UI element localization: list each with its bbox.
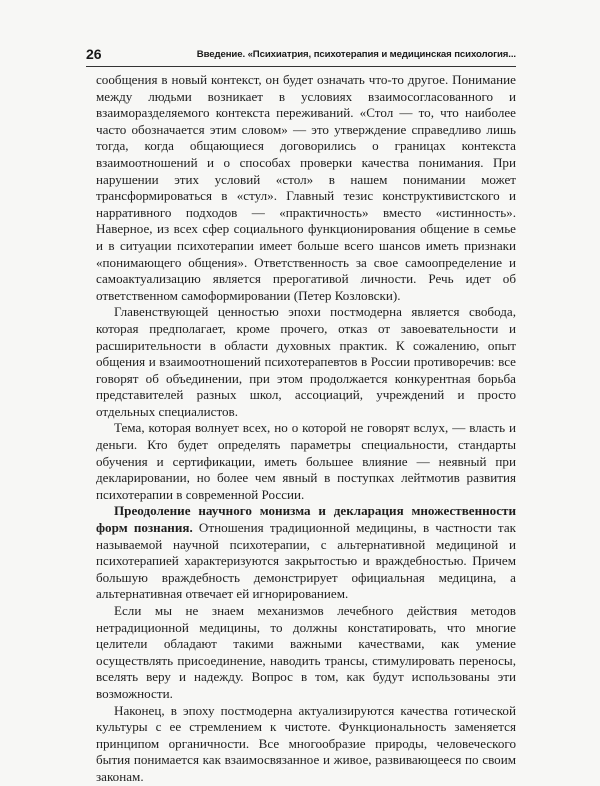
page-number: 26 bbox=[86, 46, 102, 62]
running-title: Введение. «Психиатрия, психотерапия и медицинская психология... bbox=[196, 49, 516, 60]
paragraph-1: сообщения в новый контекст, он будет означать что-то другое. Понимание между людьми возникает в условиях взаимосогласованного и взаиморазделяемого контекста переживаний. «Стол — то, что наиболее часто обозначается этим словом» — это утверждение справедливо лишь тогда, когда общающиеся договорились о границах контекста взаимоотношений и о способах проверки качества понимания. При нарушении этих условий «стол» в нашем понимании может трансформироваться в «стул». Главный тезис конструктивистского и нарративного подходов — «практичность» вместо «истинность». Наверное, из всех сфер социального функционирования общение в семье и в ситуации психотерапии имеет больше всего шансов иметь признаки «понимающего общения». Ответственность за свое самоопределение и самоактуализацию является прерогативой личности. Речь идет об ответственном самоформировании (Петер Козловски). bbox=[96, 72, 516, 303]
paragraph-4 bbox=[96, 503, 516, 603]
page-header bbox=[86, 45, 516, 65]
paragraph-4-text: Отношения традиционной медицины, в частности так называемой научной психотерапии, с альтернативной медициной и психотерапией характеризуются закрытостью и враждебностью. Причем большую враждебность демонстрирует официальная медицина, а альтернативная отвечает ей игнорированием. bbox=[96, 520, 516, 602]
paragraph-5: Если мы не знаем механизмов лечебного действия методов нетрадиционной медицины, то должны констатировать, что многие целители обладают такими важными качествами, как умение осуществлять присоединение, наводить трансы, стимулировать переносы, вселять веру и надежду. Вопрос в том, как будут использованы эти возможности. bbox=[96, 603, 516, 701]
section-lead-heading: Преодоление научного монизма и декларация множественности форм познания. bbox=[96, 503, 516, 536]
paragraph-2: Главенствующей ценностью эпохи постмодерна является свобода, которая предполагает, кроме прочего, отказ от завоевательности и расширительности в области духовных практик. К сожалению, опыт общения и взаимоотношений психотерапевтов в России противоречив: все говорят об объединении, при этом продолжается конкурентная борьба представителей разных школ, ассоциаций, учреждений и просто отдельных специалистов. bbox=[96, 304, 516, 419]
paragraph-6: Наконец, в эпоху постмодерна актуализируются качества готической культуры с ее стремлением к чистоте. Функциональность заменяется принципом органичности. Все многообразие природы, человеческого бытия понимается как взаимосвязанное и живое, развивающееся по своим законам. bbox=[96, 702, 516, 784]
body-text bbox=[96, 72, 516, 786]
header-rule bbox=[86, 66, 516, 67]
paragraph-3: Тема, которая волнует всех, но о которой не говорят вслух, — власть и деньги. Кто будет определять параметры специальности, стандарты обучения и сертификации, иметь большее влияние — неявный при декларировании, но более чем явный в поступках лейтмотив развития психотерапии в современной России. bbox=[96, 420, 516, 502]
